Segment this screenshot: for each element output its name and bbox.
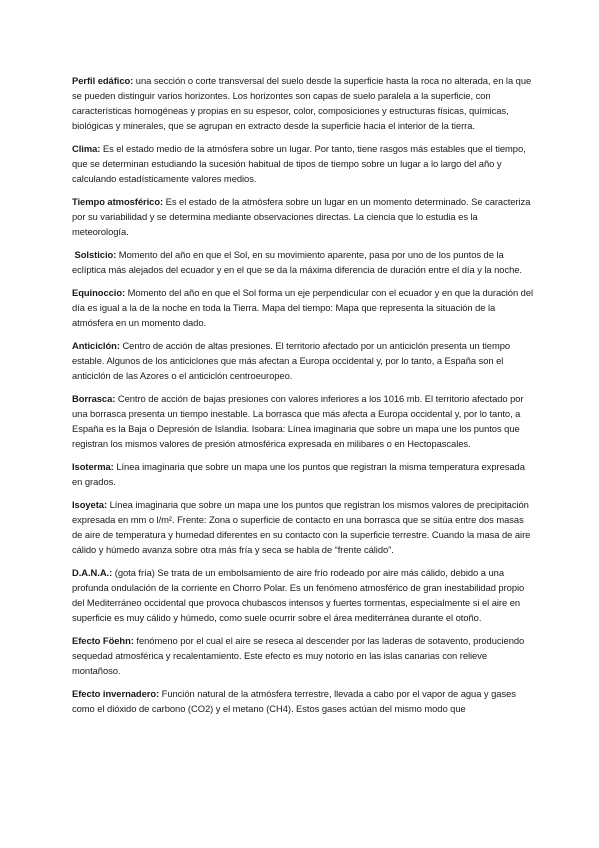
paragraph-borrasca	[72, 391, 534, 451]
paragraph-clima	[72, 141, 534, 186]
term-isoyeta: Isoyeta:	[72, 499, 108, 510]
term-tiempo-atmosferico: Tiempo atmosférico:	[72, 196, 164, 207]
term-isoterma: Isoterma:	[72, 461, 114, 472]
paragraph-anticiclon	[72, 338, 534, 383]
definition-equinoccio: Momento del año en que el Sol forma un eje perpendicular con el ecuador y en que la duración del día es igual a la de la noche en toda la Tierra. Mapa del tiempo: Mapa que representa la situación de la atmósfera en un momento dado.	[72, 287, 534, 328]
paragraph-solsticio	[72, 247, 534, 277]
term-dana: D.A.N.A.:	[72, 567, 113, 578]
term-perfil-edafico: Perfil edáfico:	[72, 75, 134, 86]
definition-borrasca: Centro de acción de bajas presiones con valores inferiores a los 1016 mb. El territorio afectado por una borrasca presenta un tiempo inestable. La borrasca que más afecta a Europa occidental y, por lo tanto, a España es la Baja o Depresión de Islandia. Isobara: Línea imaginaria que sobre un mapa une los puntos que registran los mismos valores de presión atmosférica expresada en milibares o en Hectopascales.	[72, 393, 524, 449]
term-anticiclon: Anticiclón:	[72, 340, 120, 351]
definition-isoyeta: Línea imaginaria que sobre un mapa une los puntos que registran los mismos valores de precipitación expresada en mm o l/m². Frente: Zona o superficie de contacto en una borrasca que se sitúa entre dos masas de aire de temperatura y humedad diferentes en su contacto con la superficie terrestre. Cuando la masa de aire cálido y húmedo avanza sobre otra más fría y seca se habla de “frente cálido”.	[72, 499, 531, 555]
definition-efecto-foehn: fenómeno por el cual el aire se reseca al descender por las laderas de sotavento, produciendo sequedad atmosférica y recalentamiento. Este efecto es muy notorio en las islas canarias con relieve montañoso.	[72, 635, 525, 676]
paragraph-efecto-foehn	[72, 633, 534, 678]
paragraph-equinoccio	[72, 285, 534, 330]
definition-clima: Es el estado medio de la atmósfera sobre un lugar. Por tanto, tiene rasgos más estables que el tiempo, que se determinan estudiando la sucesión habitual de tipos de tiempo sobre un lugar a lo largo del año y calculando estadísticamente valores medios.	[72, 143, 526, 184]
definition-dana: (gota fría) Se trata de un embolsamiento de aire frío rodeado por aire más cálido, debido a una profunda ondulación de la corriente en Chorro Polar. Es un fenómeno atmosférico de gran inestabilidad propio del Mediterráneo occidental que provoca chubascos intensos y fuertes tormentas, especialmente si el aire en superficie es muy cálido y húmedo, como suele ocurrir sobre el área mediterránea durante el otoño.	[72, 567, 525, 623]
definition-anticiclon: Centro de acción de altas presiones. El territorio afectado por un anticiclón presenta un tiempo estable. Algunos de los anticiclones que más afectan a Europa occidental y, por lo tanto, a España son el anticiclón de las Azores o el anticiclón centroeuropeo.	[72, 340, 511, 381]
definition-efecto-invernadero: Función natural de la atmósfera terrestre, llevada a cabo por el vapor de agua y gases como el dióxido de carbono (CO2) y el metano (CH4). Estos gases actúan del mismo modo que	[72, 688, 516, 714]
definition-solsticio: Momento del año en que el Sol, en su movimiento aparente, pasa por uno de los puntos de la eclíptica más alejados del ecuador y en el que se da la máxima diferencia de duración entre el día y la noche.	[72, 249, 522, 275]
paragraph-tiempo-atmosferico	[72, 194, 534, 239]
paragraph-dana	[72, 565, 534, 625]
paragraph-isoyeta	[72, 497, 534, 557]
definition-tiempo-atmosferico: Es el estado de la atmósfera sobre un lugar en un momento determinado. Se caracteriza por su variabilidad y se determina mediante observaciones directas. La ciencia que lo estudia es la meteorología.	[72, 196, 531, 237]
paragraph-perfil-edafico	[72, 73, 534, 133]
term-borrasca: Borrasca:	[72, 393, 116, 404]
paragraph-isoterma	[72, 459, 534, 489]
definition-isoterma: Línea imaginaria que sobre un mapa une los puntos que registran la misma temperatura expresada en grados.	[72, 461, 525, 487]
term-equinoccio: Equinoccio:	[72, 287, 126, 298]
definition-perfil-edafico: una sección o corte transversal del suelo desde la superficie hasta la roca no alterada, en la que se pueden distinguir varios horizontes. Los horizontes son capas de suelo paralela a la superficie, con características homogéneas y propias en su espesor, color, composiciones y estructuras físicas, químicas, biológicas y minerales, que se agrupan en extracto desde la superficie hacia el interior de la tierra.	[72, 75, 532, 131]
document-body	[72, 73, 534, 724]
term-efecto-foehn: Efecto Föehn:	[72, 635, 134, 646]
term-solsticio: Solsticio:	[72, 249, 117, 260]
paragraph-efecto-invernadero	[72, 686, 534, 716]
term-efecto-invernadero: Efecto invernadero:	[72, 688, 160, 699]
term-clima: Clima:	[72, 143, 101, 154]
